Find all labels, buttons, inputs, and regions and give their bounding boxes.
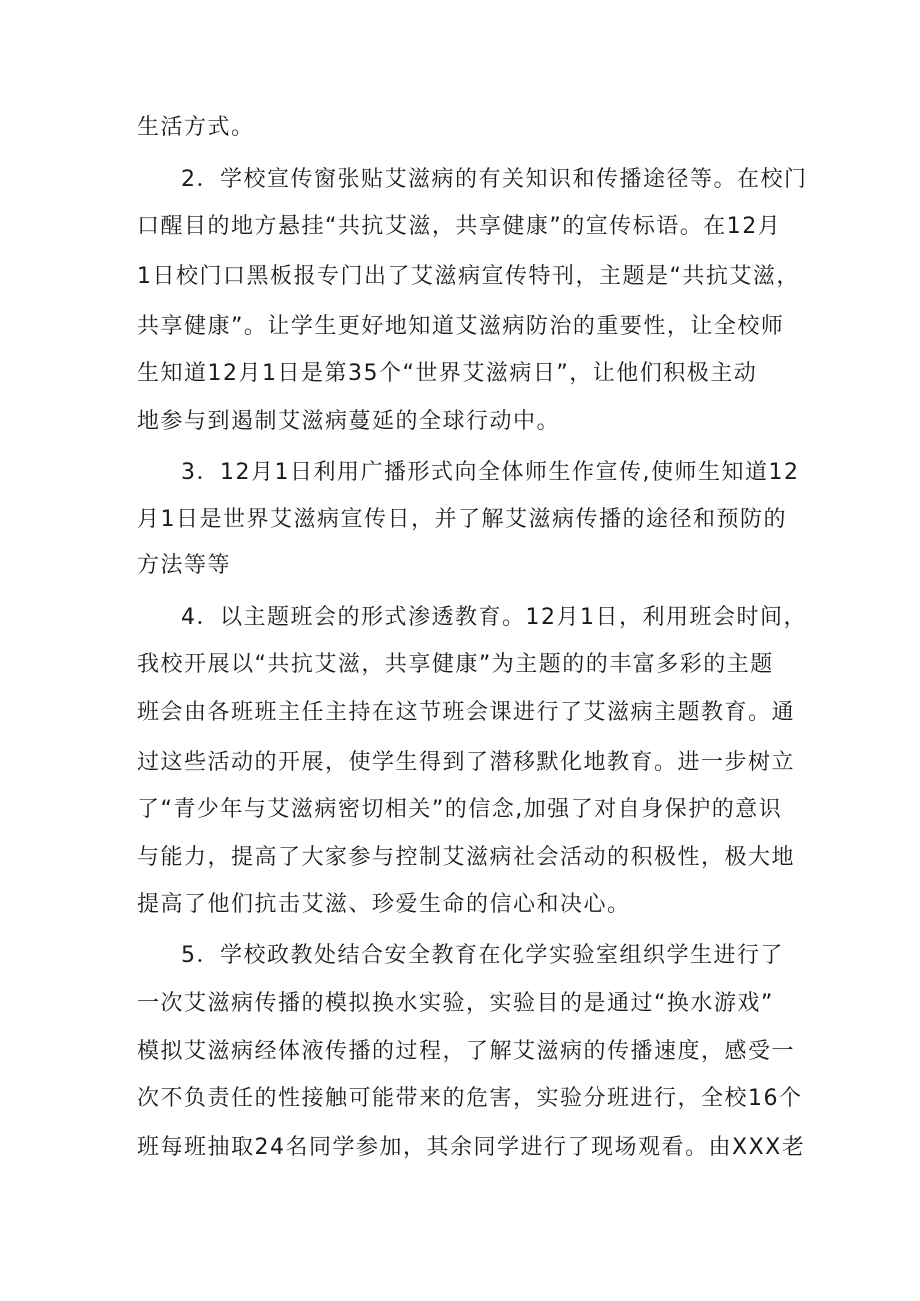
text-line: 生活方式。 (137, 115, 255, 140)
text-line: 班会由各班班主任主持在这节班会课进行了艾滋病主题教育。通 (137, 700, 796, 725)
text-line: 次不负责任的性接触可能带来的危害，实验分班进行，全校16个 (137, 1086, 803, 1111)
text-line: 口醒目的地方悬挂“共抗艾滋，共享健康”的宣传标语。在12月 (137, 214, 782, 239)
text-line: 1日校门口黑板报专门出了艾滋病宣传特刊，主题是“共抗艾滋， (137, 264, 800, 289)
text-line: 我校开展以“共抗艾滋，共享健康”为主题的的丰富多彩的主题 (137, 652, 774, 677)
text-line: 了“青少年与艾滋病密切相关”的信念,加强了对自身保护的意识 (137, 797, 783, 822)
paragraph-5-line: 5．学校政教处结合安全教育在化学实验室组织学生进行了 (181, 943, 784, 968)
paragraph-3-line: 3．12月1日利用广播形式向全体师生作宣传,使师生知道12 (181, 460, 800, 485)
text-line: 模拟艾滋病经体液传播的过程，了解艾滋病的传播速度，感受一 (137, 1039, 796, 1064)
text-line: 地参与到遏制艾滋病蔓延的全球行动中。 (137, 409, 561, 434)
text-line: 共享健康”。让学生更好地知道艾滋病防治的重要性，让全校师 (137, 314, 785, 339)
text-line: 一次艾滋病传播的模拟换水实验，实验目的是通过“换水游戏” (137, 991, 774, 1016)
text-line: 方法等等 (137, 553, 232, 578)
text-line: 生知道12月1日是第35个“世界艾滋病日”，让他们积极主动 (137, 361, 758, 386)
text-line: 与能力，提高了大家参与控制艾滋病社会活动的积极性，极大地 (137, 845, 796, 870)
text-line: 提高了他们抗击艾滋、珍爱生命的信心和决心。 (137, 892, 631, 917)
text-line: 过这些活动的开展，使学生得到了潜移默化地教育。进一步树立 (137, 750, 796, 775)
text-line: 月1日是世界艾滋病宣传日，并了解艾滋病传播的途径和预防的 (137, 507, 787, 532)
text-line: 班每班抽取24名同学参加，其余同学进行了现场观看。由XXX老 (137, 1135, 806, 1160)
paragraph-2-line: 2．学校宣传窗张贴艾滋病的有关知识和传播途径等。在校门 (181, 167, 808, 192)
paragraph-4-line: 4．以主题班会的形式渗透教育。12月1日，利用班会时间， (181, 605, 807, 630)
